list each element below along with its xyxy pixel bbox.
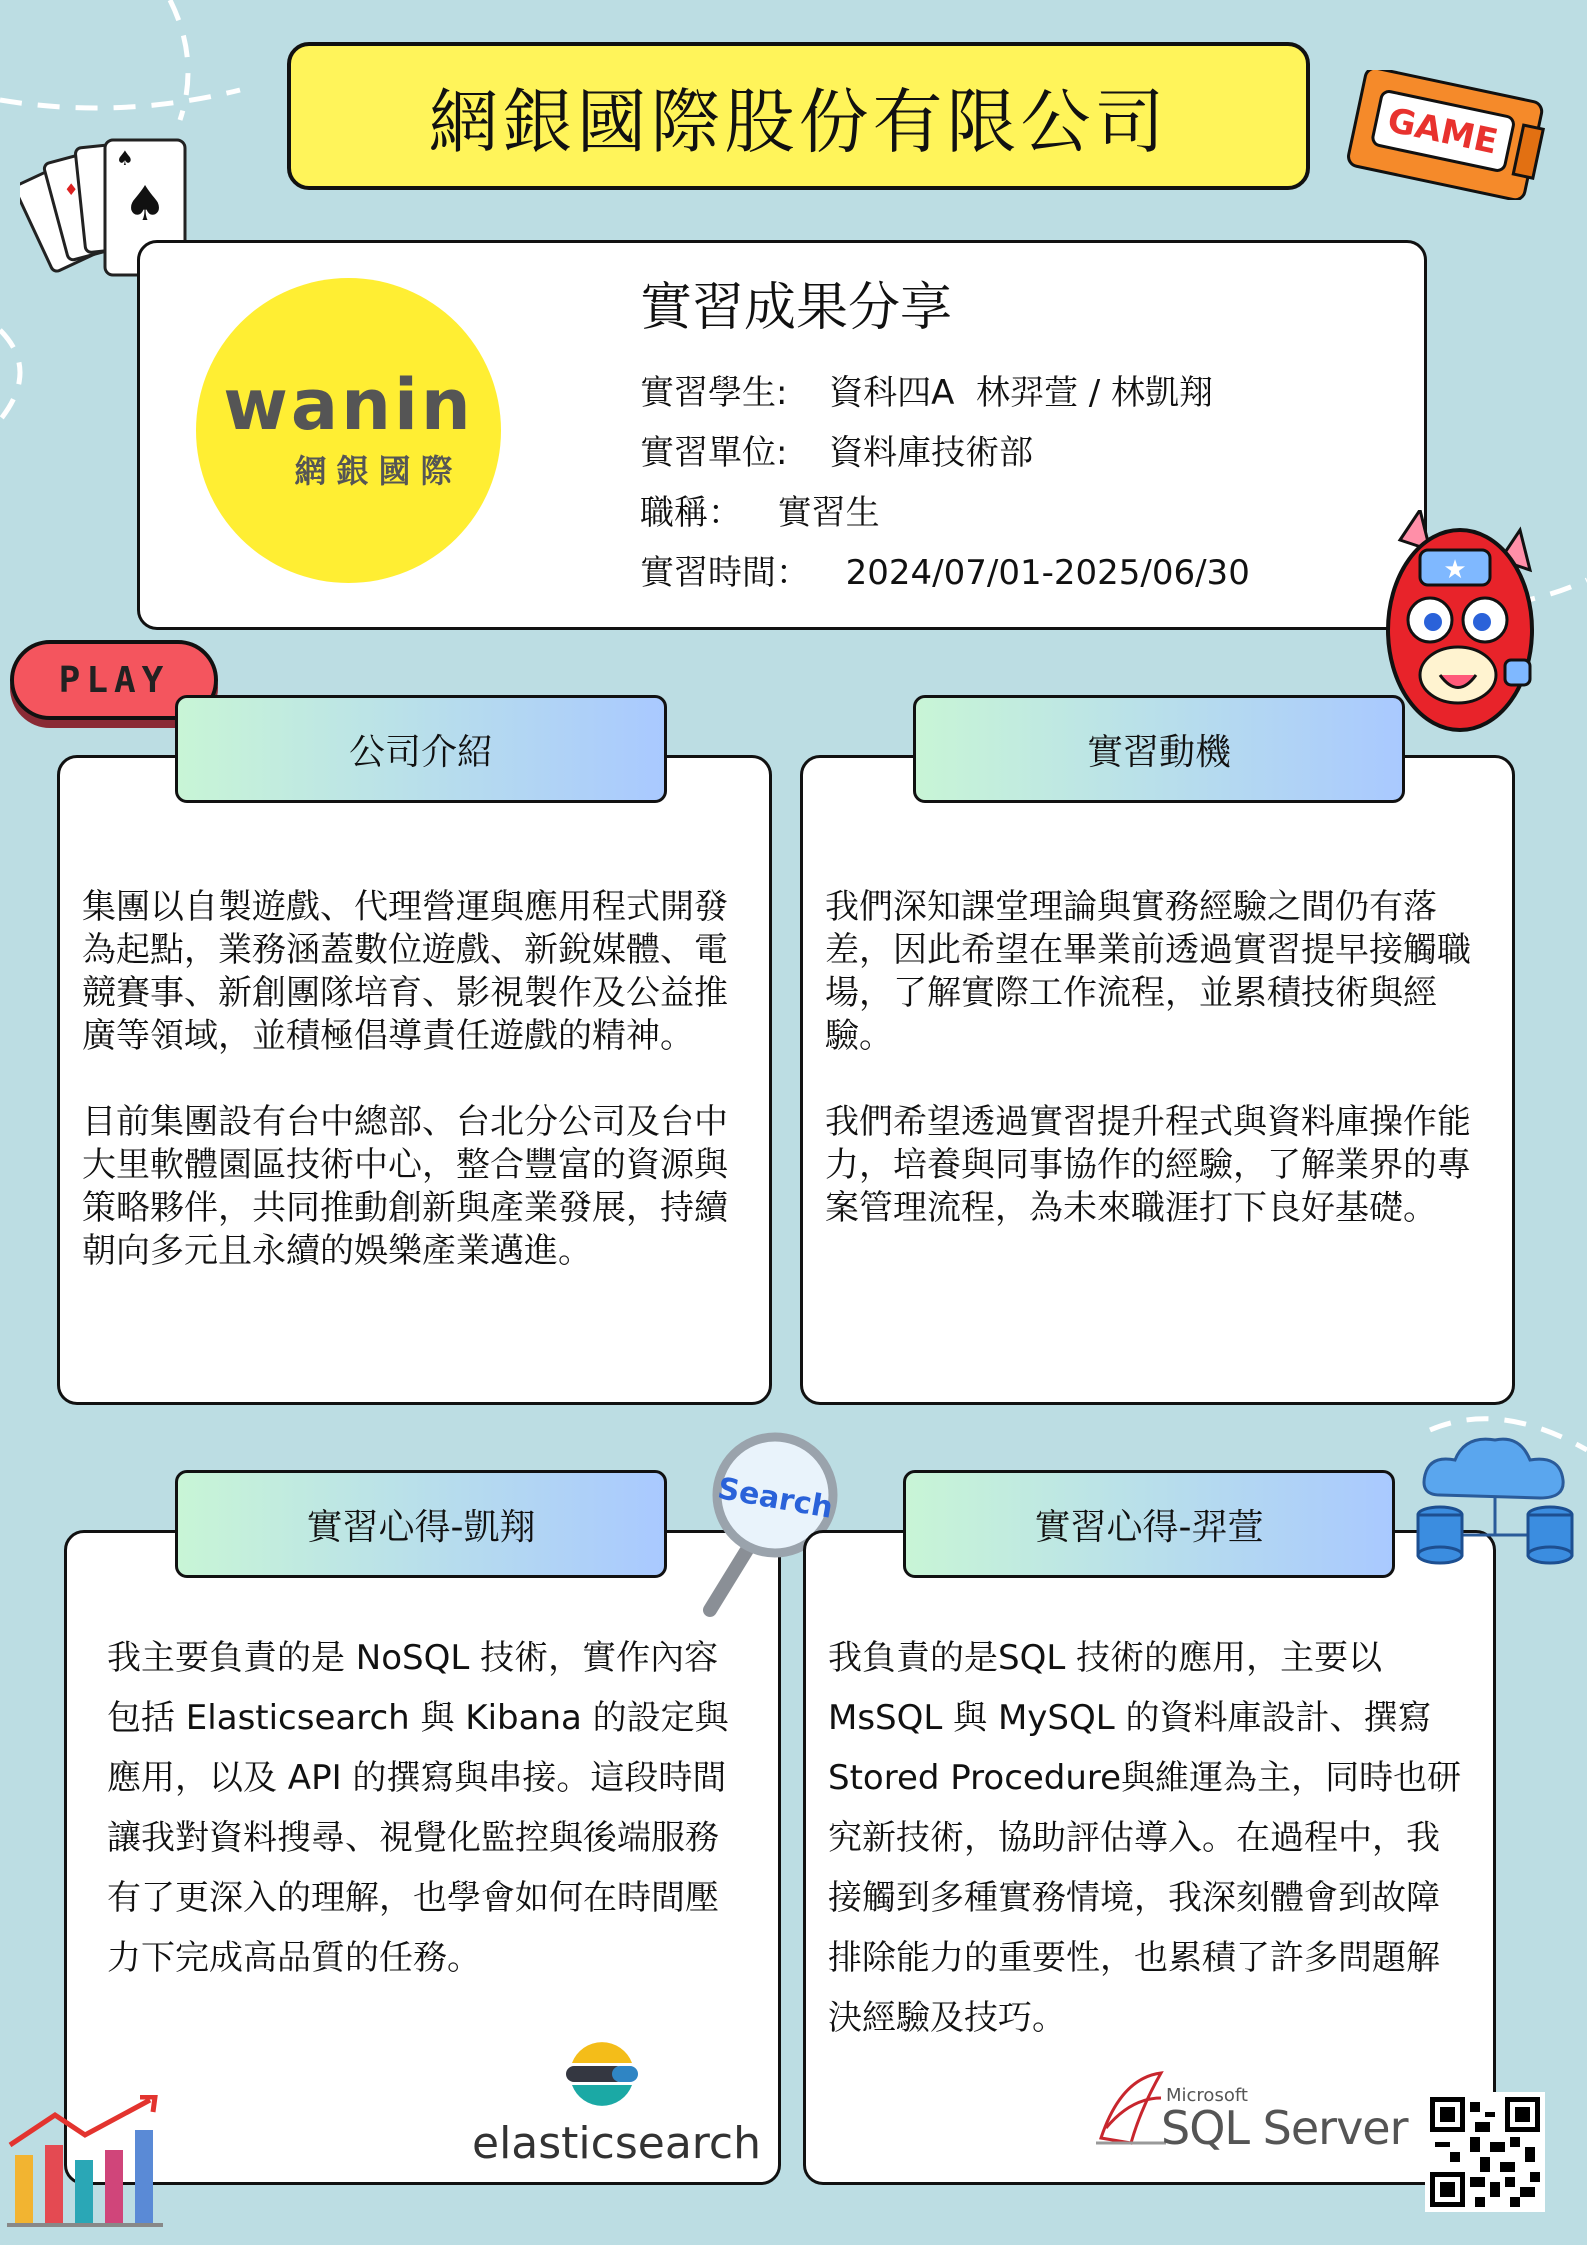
wanin-logo	[196, 278, 501, 583]
student-label: 實習學生:	[640, 373, 788, 413]
position-label: 職稱：	[640, 493, 742, 533]
svg-text:♠: ♠	[116, 146, 134, 170]
bar-chart-growth-icon	[5, 2095, 165, 2230]
reflection-yi-text: 我負責的是SQL 技術的應用，主要以 MsSQL 與 MySQL 的資料庫設計、撰寫Stored Procedure與維運為主，同時也研究新技術，協助評估導入。在過程中，我接觸到多種實務情境，我深刻體會到故障排除能力的重要性，也累積了許多問題解決經驗及技巧。	[828, 1638, 1462, 2038]
unit-label: 實習單位:	[640, 433, 788, 473]
search-label: Search	[715, 1471, 836, 1526]
reflection-yi-tab	[903, 1470, 1395, 1578]
elasticsearch-logo-text: elasticsearch	[472, 2118, 762, 2169]
motivation-tab	[913, 695, 1405, 803]
reflection-kai-title: 實習心得-凱翔	[306, 1506, 536, 1548]
svg-text:♦: ♦	[64, 180, 79, 199]
logo-subtitle: 網銀國際	[294, 451, 463, 490]
motivation-body	[825, 886, 1495, 1230]
play-label: PLAY	[58, 659, 170, 701]
company-intro-tab	[175, 695, 667, 803]
cloud-database-icon	[1415, 1430, 1575, 1580]
period-label: 實習時間：	[640, 553, 810, 593]
qr-code-icon	[1430, 2097, 1540, 2207]
motivation-card	[800, 755, 1515, 1405]
unit-row	[640, 423, 1250, 483]
sql-server-brand: Microsoft	[1166, 2085, 1248, 2106]
student-row	[640, 363, 1250, 423]
company-intro-card	[57, 755, 772, 1405]
position-value: 實習生	[777, 493, 880, 533]
motivation-paragraph: 我們希望透過實習提升程式與資料庫操作能力，培養與同事協作的經驗，了解業界的專案管理流程，為未來職涯打下良好基礎。	[825, 1102, 1471, 1228]
company-title: 網銀國際股份有限公司	[428, 80, 1169, 163]
reflection-kai-text: 我主要負責的是 NoSQL 技術，實作內容包括 Elasticsearch 與 Kibana 的設定與應用，以及 API 的撰寫與串接。這段時間讓我對資料搜尋、視覺化監控與後端服務有了更深入的理解，也學會如何在時間壓力下完成高品質的任務。	[107, 1638, 729, 1978]
company-intro-paragraph: 集團以自製遊戲、代理營運與應用程式開發為起點，業務涵蓋數位遊戲、新銳媒體、電競賽事、新創團隊培育、影視製作及公益推廣等領域，並積極倡導責任遊戲的精神。	[82, 887, 728, 1056]
reflection-yi-title: 實習心得-羿萱	[1034, 1506, 1264, 1548]
header-card	[137, 240, 1427, 630]
svg-text:♠: ♠	[123, 176, 167, 232]
motivation-paragraph: 我們深知課堂理論與實務經驗之間仍有落差，因此希望在畢業前透過實習提早接觸職場，了解實際工作流程，並累積技術與經驗。	[825, 887, 1471, 1056]
elasticsearch-logo-icon	[562, 2033, 642, 2113]
sql-server-logo-text: SQL Server	[1161, 2101, 1408, 2155]
company-intro-body	[82, 886, 752, 1273]
title-banner	[287, 42, 1310, 190]
company-intro-paragraph: 目前集團設有台中總部、台北分公司及台中大里軟體園區技術中心，整合豐富的資源與策略夥伴，共同推動創新與產業發展，持續朝向多元且永續的娛樂產業邁進。	[82, 1102, 728, 1271]
period-row	[640, 543, 1250, 603]
student-value: 資科四A 林羿萱 / 林凱翔	[829, 373, 1214, 413]
motivation-title: 實習動機	[1086, 731, 1231, 773]
company-intro-title: 公司介紹	[348, 731, 493, 773]
qr-code	[1425, 2092, 1545, 2212]
unit-value: 資料庫技術部	[829, 433, 1034, 473]
reflection-yi-card	[803, 1530, 1496, 2185]
header-info	[640, 273, 1250, 603]
sql-server-logo-icon	[1091, 2068, 1171, 2148]
logo-wordmark: wanin	[223, 363, 474, 446]
period-value: 2024/07/01-2025/06/30	[845, 553, 1250, 593]
position-row	[640, 483, 1250, 543]
game-cartridge-icon	[1345, 70, 1555, 200]
header-title: 實習成果分享	[640, 278, 953, 338]
svg-text:★: ★	[1443, 555, 1467, 585]
reflection-kai-tab	[175, 1470, 667, 1578]
reflection-kai-card	[64, 1530, 781, 2185]
game-label: GAME	[1384, 100, 1502, 163]
